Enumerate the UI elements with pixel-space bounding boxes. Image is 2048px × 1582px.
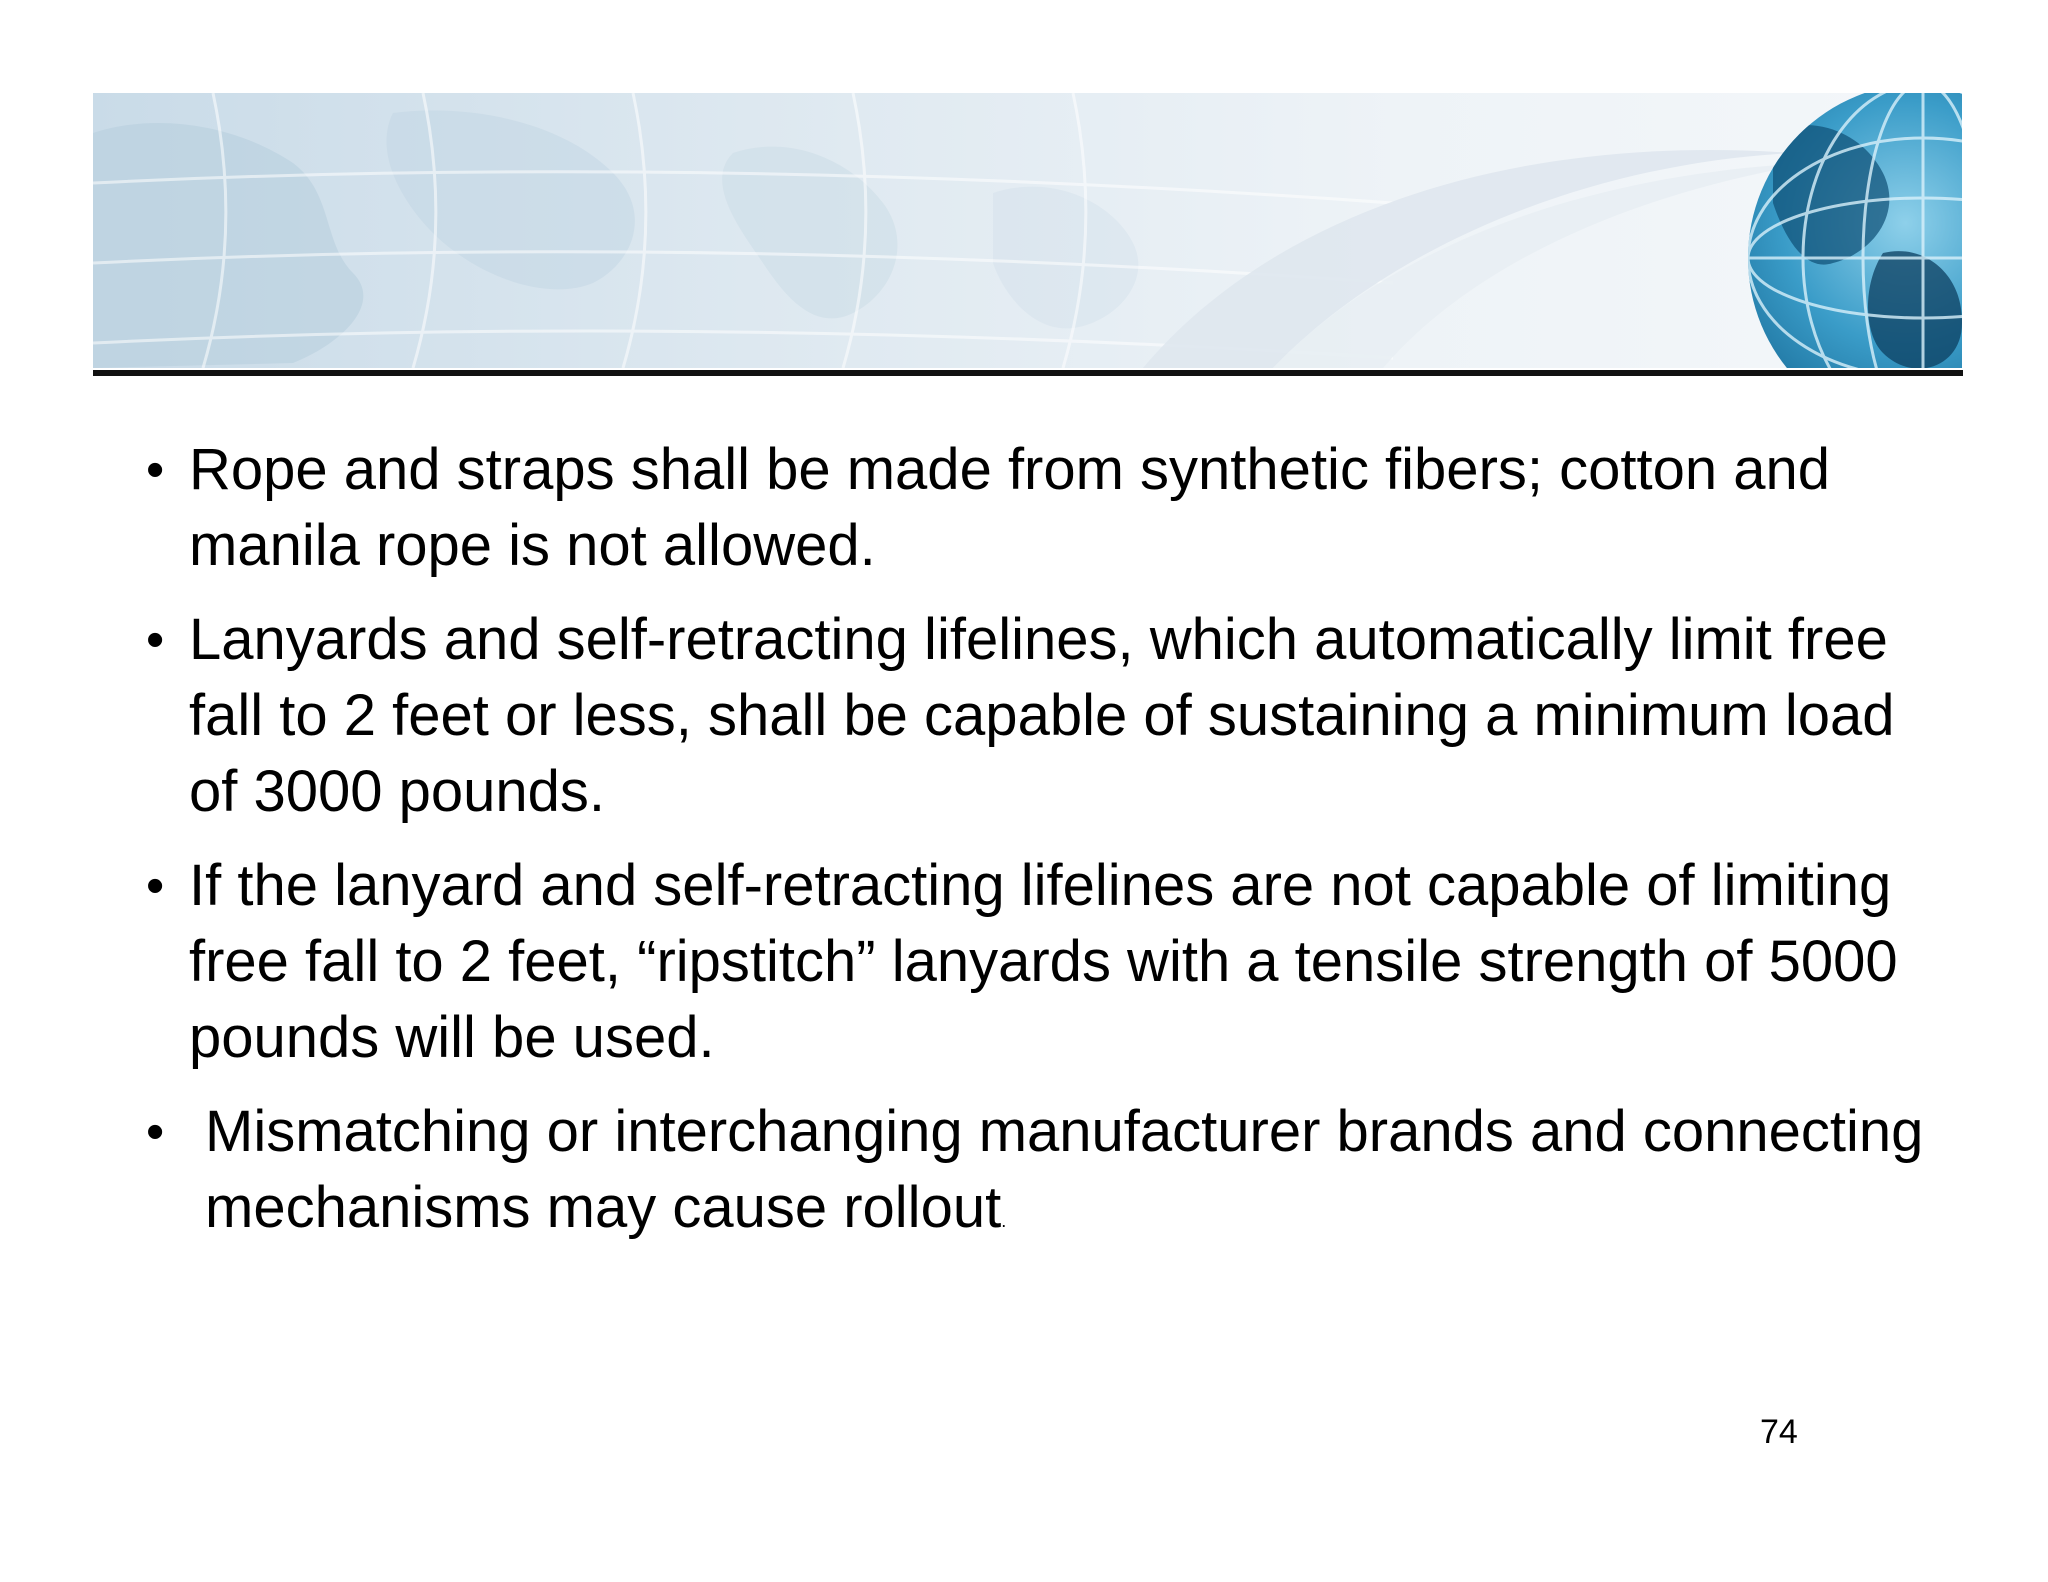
bullet-text: Lanyards and self-retracting lifelines, which automatically limit free fall to 2 feet or less, shall be capable of sustaining a minimum load of 3000 pounds.: [189, 607, 1895, 824]
bullet-item: [146, 432, 1926, 584]
bullet-text: Mismatching or interchanging manufacturer brands and connecting mechanisms may cause rollout: [205, 1099, 1924, 1240]
bullet-marker: •: [146, 857, 165, 915]
page-number: 74: [1760, 1413, 1798, 1451]
bullet-list: [146, 432, 1926, 1277]
bullet-item: [146, 602, 1926, 830]
bullet-text: Rope and straps shall be made from synthetic fibers; cotton and manila rope is not allowed.: [189, 437, 1830, 578]
header-banner: [93, 93, 1962, 368]
bullet-item: [146, 1094, 1926, 1259]
header-divider: [93, 370, 1963, 376]
bullet-tail-period: .: [1001, 1211, 1007, 1231]
bullet-marker: •: [146, 441, 165, 499]
bullet-marker: •: [146, 611, 165, 669]
bullet-text-wrapper: [189, 1094, 1926, 1259]
bullet-item: [146, 848, 1926, 1076]
globe-map-banner-icon: [93, 93, 1962, 368]
bullet-marker: •: [146, 1103, 165, 1161]
bullet-text: If the lanyard and self-retracting lifelines are not capable of limiting free fall to 2 feet, “ripstitch” lanyards with a tensile strength of 5000 pounds will be used.: [189, 853, 1898, 1070]
